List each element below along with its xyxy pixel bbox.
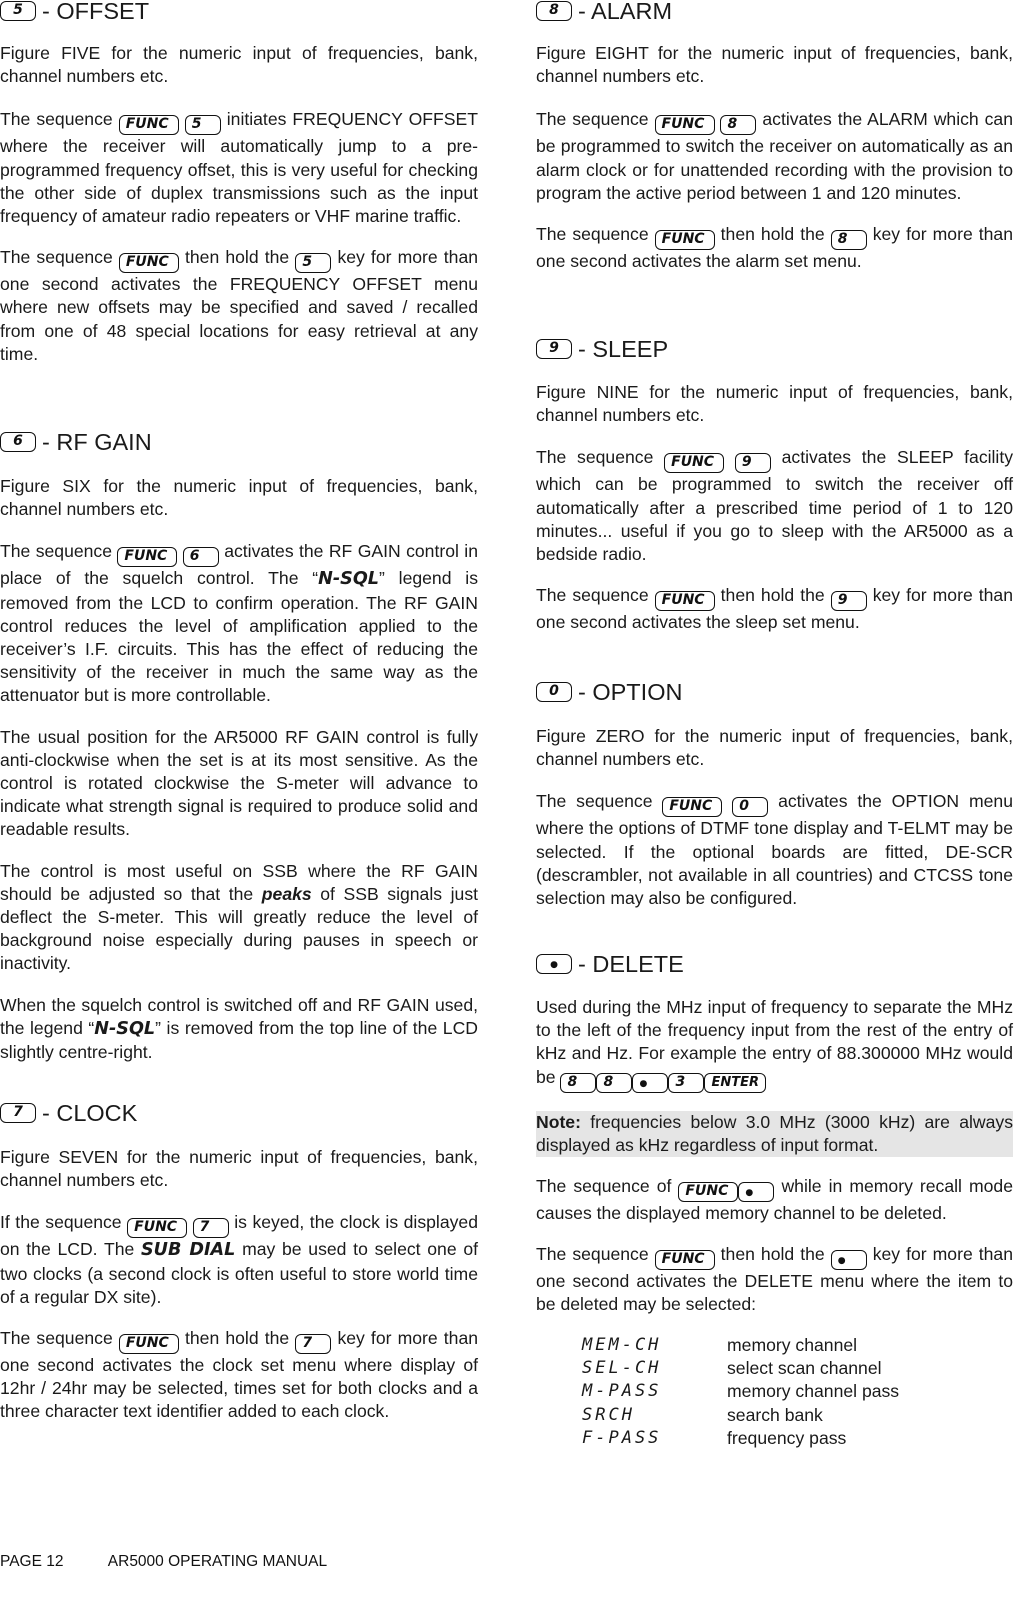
rf-gain-section xyxy=(0,475,478,1064)
key-dot-icon xyxy=(831,1250,867,1270)
delete-menu-row xyxy=(582,1380,899,1403)
rf-gain-paragraph-2: The sequence FUNC 6 activates the RF GAIN control in place of the squelch control. The “N-SQL” legend is removed from the LCD to confirm operation. The RF GAIN control reduces the level of amplification applied to the receiver’s I.F. circuits. This has the effect of reducing the sensitivity of the receiver in much the same way as the attenuator but is more controllable. xyxy=(0,541,478,706)
item-description: select scan channel xyxy=(727,1358,882,1379)
key-func-icon: FUNC xyxy=(127,1218,187,1238)
delete-menu-row xyxy=(582,1334,899,1357)
alarm-paragraph-3: The sequence FUNC then hold the 8 key for more than one second activates the alarm set menu. xyxy=(536,224,1013,272)
item-description: frequency pass xyxy=(727,1427,847,1448)
sleep-paragraph-3: The sequence FUNC then hold the 9 key for more than one second activates the sleep set menu. xyxy=(536,585,1013,633)
key-9-icon: 9 xyxy=(735,453,771,473)
key-func-icon: FUNC xyxy=(655,1250,715,1270)
key-func-icon: FUNC xyxy=(662,797,722,817)
rf-gain-paragraph-3: The usual position for the AR5000 RF GAIN control is fully anti-clockwise when the set is at its most sensitive. As the control is rotated clockwise the S-meter will advance to indicate what strength signal is required to produce solid and readable results. xyxy=(0,726,478,840)
key-7-icon: 7 xyxy=(193,1218,229,1238)
key-9-icon: 9 xyxy=(831,591,867,611)
item-description: search bank xyxy=(727,1404,823,1425)
emphasis-peaks: peaks xyxy=(261,883,312,904)
offset-paragraph-3: The sequence FUNC then hold the 5 key for more than one second activates the FREQUENCY OFFSET menu where new offsets may be specified and saved / recalled from one of 48 special locations for easy retrieval at any time. xyxy=(0,247,479,364)
delete-paragraph-2: The sequence of FUNC● while in memory recall mode causes the displayed memory channel to be deleted. xyxy=(536,1175,1013,1225)
key-5-icon: 5 xyxy=(0,1,36,21)
clock-section xyxy=(0,1146,478,1424)
offset-paragraph-2: The sequence FUNC 5 initiates FREQUENCY OFFSET where the receiver will automatically jump to a pre-programmed frequency offset, this is very useful for checking the other side of duplex transmissions such as the input frequency of amateur radio repeaters or VHF marine traffic. xyxy=(0,109,478,227)
rf-gain-paragraph-5: When the squelch control is switched off and RF GAIN used, the legend “N-SQL” is removed from the top line of the LCD slightly centre-right. xyxy=(0,994,478,1063)
key-8-icon: 8 xyxy=(720,115,756,135)
lcd-code: MEM-CH xyxy=(582,1335,662,1355)
lcd-code: M-PASS xyxy=(582,1381,662,1402)
rf-gain-paragraph-1: Figure SIX for the numeric input of frequencies, bank, channel numbers etc. xyxy=(0,476,478,520)
key-0-icon: 0 xyxy=(536,682,572,702)
offset-paragraph-1: Figure FIVE for the numeric input of frequencies, bank, channel numbers etc. xyxy=(0,43,478,87)
lcd-code: SEL-CH xyxy=(582,1358,662,1379)
section-heading-clock xyxy=(0,1099,137,1127)
clock-paragraph-1: Figure SEVEN for the numeric input of frequencies, bank, channel numbers etc. xyxy=(0,1147,478,1191)
section-heading-rf-gain xyxy=(0,428,152,456)
rf-gain-paragraph-4: The control is most useful on SSB where the RF GAIN should be adjusted so that the peaks of SSB signals just deflect the S-meter. This will greatly reduce the level of background noise especially during pauses in speech or inactivity. xyxy=(0,860,478,974)
note-label: Note: xyxy=(536,1111,581,1132)
section-heading-offset xyxy=(0,0,149,25)
key-dot-icon xyxy=(536,954,572,974)
delete-paragraph-3: The sequence FUNC then hold the ● key for more than one second activates the DELETE menu where the item to be deleted may be selected: xyxy=(536,1243,1013,1316)
lcd-legend-nsql: N-SQL xyxy=(318,569,380,590)
section-heading-alarm xyxy=(536,0,672,25)
key-func-icon: FUNC xyxy=(655,115,715,135)
heading-rf-gain-text: - RF GAIN xyxy=(42,429,152,455)
alarm-section xyxy=(536,42,1013,273)
key-7-icon: 7 xyxy=(295,1334,331,1354)
key-5-icon: 5 xyxy=(185,115,221,135)
heading-clock-text: - CLOCK xyxy=(42,1100,138,1126)
key-9-icon: 9 xyxy=(536,339,572,359)
heading-offset-text: - OFFSET xyxy=(42,0,150,24)
section-heading-delete xyxy=(536,950,684,978)
delete-menu-row xyxy=(582,1357,899,1380)
sleep-section xyxy=(536,381,1013,634)
delete-menu-row xyxy=(582,1404,899,1427)
sleep-paragraph-1: Figure NINE for the numeric input of frequencies, bank, channel numbers etc. xyxy=(536,382,1013,426)
delete-menu-table xyxy=(582,1334,899,1450)
key-7-icon: 7 xyxy=(0,1103,36,1123)
delete-menu-row xyxy=(582,1427,899,1450)
clock-paragraph-2: If the sequence FUNC 7 is keyed, the clock is displayed on the LCD. The SUB DIAL may be used to select one of two clocks (a second clock is often useful to store world time of a regular DX site). xyxy=(0,1212,479,1307)
key-8-icon: 8 xyxy=(560,1073,596,1093)
offset-section xyxy=(0,42,478,366)
delete-paragraph-1: Used during the MHz input of frequency to separate the MHz to the left of the frequency input from the rest of the entry of kHz and Hz. For example the entry of 88.300000 MHz would be 8 8● 3 ENTER xyxy=(536,996,1013,1093)
lcd-code: F-PASS xyxy=(582,1427,662,1448)
key-6-icon: 6 xyxy=(0,432,36,452)
key-8-icon: 8 xyxy=(536,1,572,21)
key-func-icon: FUNC xyxy=(655,591,715,611)
key-5-icon: 5 xyxy=(295,253,331,273)
clock-paragraph-3: The sequence FUNC then hold the 7 key for more than one second activates the clock set menu where display of 12hr / 24hr may be selected, times set for both clocks and a three character text identifier added to each clock. xyxy=(0,1328,479,1422)
key-8-icon: 8 xyxy=(831,230,867,250)
key-func-icon: FUNC xyxy=(664,453,724,473)
item-description: memory channel pass xyxy=(727,1381,900,1402)
key-func-icon: FUNC xyxy=(655,230,715,250)
alarm-paragraph-1: Figure EIGHT for the numeric input of frequencies, bank, channel numbers etc. xyxy=(536,43,1013,87)
key-3-icon: 3 xyxy=(668,1073,704,1093)
key-0-icon: 0 xyxy=(732,797,768,817)
section-heading-option xyxy=(536,678,682,706)
item-description: memory channel xyxy=(727,1335,858,1355)
option-paragraph-1: Figure ZERO for the numeric input of frequencies, bank, channel numbers etc. xyxy=(536,726,1013,770)
key-func-icon: FUNC xyxy=(678,1182,738,1202)
key-8-icon: 8 xyxy=(596,1073,632,1093)
page-number: PAGE 12 xyxy=(0,1553,64,1570)
section-heading-sleep xyxy=(536,335,668,363)
key-func-icon: FUNC xyxy=(119,115,179,135)
lcd-code: SRCH xyxy=(582,1404,635,1425)
key-enter-icon: ENTER xyxy=(704,1073,766,1093)
heading-alarm-text: - ALARM xyxy=(578,0,673,24)
manual-title: AR5000 OPERATING MANUAL xyxy=(107,1553,328,1570)
sleep-paragraph-2: The sequence FUNC 9 activates the SLEEP facility which can be programmed to switch the receiver off automatically after a prescribed time period of 1 to 120 minutes... useful if you go to sleep with the AR5000 as a bedside radio. xyxy=(536,447,1014,565)
lcd-legend-sub-dial: SUB DIAL xyxy=(141,1240,236,1261)
key-func-icon: FUNC xyxy=(119,253,179,273)
key-dot-icon xyxy=(738,1182,774,1202)
heading-option-text: - OPTION xyxy=(578,679,683,705)
delete-section xyxy=(536,996,1013,1317)
lcd-legend-nsql: N-SQL xyxy=(94,1018,156,1039)
heading-sleep-text: - SLEEP xyxy=(578,336,669,362)
key-dot-icon xyxy=(632,1073,668,1093)
alarm-paragraph-2: The sequence FUNC 8 activates the ALARM which can be programmed to switch the receiver on automatically as an alarm clock or for unattended recording with the provision to program the active period between 1 and 120 minutes. xyxy=(536,109,1013,203)
key-func-icon: FUNC xyxy=(117,547,177,567)
key-func-icon: FUNC xyxy=(119,1334,179,1354)
key-6-icon: 6 xyxy=(183,547,219,567)
heading-delete-text: - DELETE xyxy=(578,951,684,977)
page-footer xyxy=(0,1553,327,1571)
delete-note: Note: frequencies below 3.0 MHz (3000 kHz) are always displayed as kHz regardless of input format. xyxy=(536,1111,1013,1157)
option-paragraph-2: The sequence FUNC 0 activates the OPTION menu where the options of DTMF tone display and T-ELMT may be selected. If the optional boards are fitted, DE-SCR (descrambler, not available in all countries) and CTCSS tone selection may also be configured. xyxy=(536,791,1013,909)
option-section xyxy=(536,725,1013,910)
